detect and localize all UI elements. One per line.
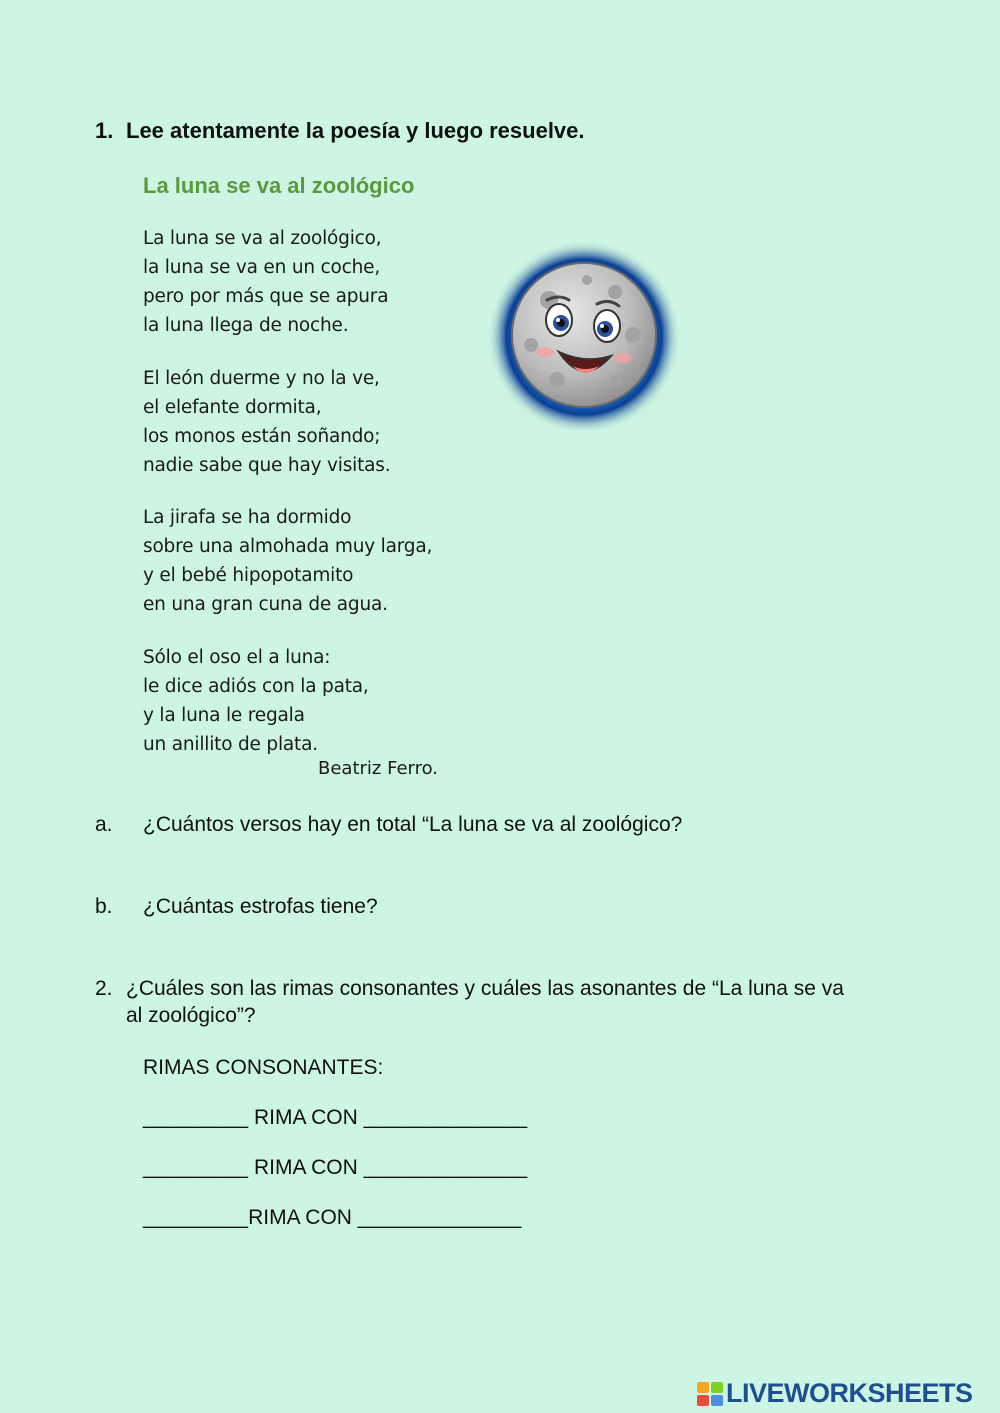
rima-answer-line[interactable]: _________RIMA CON ______________ [143, 1206, 522, 1229]
verse: sobre una almohada muy larga, [143, 536, 433, 557]
question-a-text: ¿Cuántos versos hay en total “La luna se va al zoológico? [143, 813, 683, 836]
smiling-moon-icon [487, 240, 681, 434]
verse: los monos están soñando; [143, 426, 381, 447]
liveworksheets-logo [697, 1378, 973, 1409]
verse: pero por más que se apura [143, 286, 389, 307]
stanza-2 [143, 364, 390, 480]
poem-title: La luna se va al zoológico [143, 173, 415, 198]
poem-author: Beatriz Ferro. [318, 758, 439, 779]
verse: la luna se va en un coche, [143, 257, 380, 278]
rimas-consonantes-title: RIMAS CONSONANTES: [143, 1056, 384, 1079]
verse: la luna llega de noche. [143, 315, 349, 336]
liveworksheets-icon [697, 1382, 723, 1406]
verse: nadie sabe que hay visitas. [143, 455, 391, 476]
verse: un anillito de plata. [143, 734, 318, 755]
stanza-1 [143, 224, 388, 340]
question-1 [95, 118, 585, 144]
rima-answer-line[interactable]: _________ RIMA CON ______________ [143, 1106, 528, 1129]
verse: El león duerme y no la ve, [143, 368, 380, 389]
question-2-text: ¿Cuáles son las rimas consonantes y cuáles las asonantes de “La luna se va al zoológico”? [126, 977, 844, 1027]
verse: La luna se va al zoológico, [143, 228, 382, 249]
verse: en una gran cuna de agua. [143, 594, 388, 615]
verse: y el bebé hipopotamito [143, 565, 354, 586]
question-a-label: a. [95, 813, 113, 836]
verse: le dice adiós con la pata, [143, 676, 369, 697]
verse: y la luna le regala [143, 705, 305, 726]
verse: Sólo el oso el a luna: [143, 647, 331, 668]
verse: el elefante dormita, [143, 397, 322, 418]
stanza-3 [143, 503, 432, 619]
question-1-text: Lee atentamente la poesía y luego resuelve. [126, 118, 585, 143]
rima-answer-line[interactable]: _________ RIMA CON ______________ [143, 1156, 528, 1179]
moon-illustration [487, 240, 681, 434]
verse: La jirafa se ha dormido [143, 507, 352, 528]
stanza-4 [143, 643, 369, 759]
question-b-text: ¿Cuántas estrofas tiene? [143, 895, 378, 918]
liveworksheets-logo-text: LIVEWORKSHEETS [726, 1378, 973, 1408]
question-b-label: b. [95, 895, 113, 918]
question-2-number: 2. [95, 977, 113, 1000]
question-1-number: 1. [95, 118, 114, 143]
